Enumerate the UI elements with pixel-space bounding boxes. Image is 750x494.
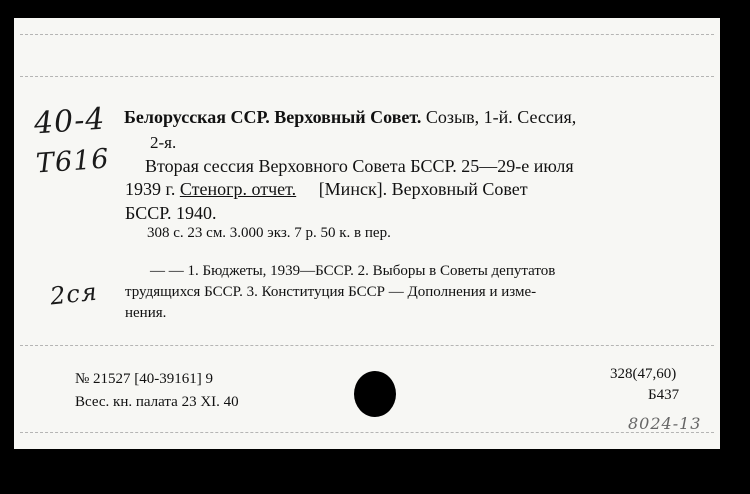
subjects-line-1: — — 1. Бюджеты, 1939—БССР. 2. Выборы в Советы депутатов — [150, 263, 556, 279]
punch-hole — [354, 371, 396, 417]
transcript-label: Стеногр. отчет. — [179, 179, 297, 199]
subjects-line-3: нения. — [125, 305, 167, 321]
session-number: 2-я. — [150, 133, 177, 152]
corner-stamp: 8024-13 — [628, 414, 702, 433]
book-chamber: Всес. кн. палата 23 XI. 40 — [75, 394, 239, 410]
classification: 328(47,60) — [610, 366, 677, 382]
dashed-rule — [20, 345, 714, 346]
title-line-3: БССР. 1940. — [125, 203, 217, 223]
dashed-rule — [20, 34, 714, 35]
author-session: Созыв, 1-й. Сессия, — [425, 107, 577, 127]
shelf-mark-bottom: T616 — [35, 143, 111, 180]
registration-number: № 21527 [40-39161] 9 — [75, 371, 214, 387]
title-line-2: 1939 г. Стеногр. отчет. [Минск]. Верховный Совет — [125, 179, 528, 199]
subjects-line-2: трудящихся БССР. 3. Конституция БССР — Дополнения и изме- — [125, 284, 537, 300]
dashed-rule — [20, 76, 714, 77]
corporate-author: Белорусская ССР. Верховный Совет. — [124, 107, 422, 127]
margin-note: 2ся — [48, 277, 99, 311]
dashed-rule — [20, 432, 714, 433]
physical-description: 308 с. 23 см. 3.000 экз. 7 р. 50 к. в пер. — [147, 225, 391, 241]
title-line-1: Вторая сессия Верховного Совета БССР. 25—29-е июля — [145, 156, 574, 176]
heading-line — [124, 107, 576, 128]
author-code: Б437 — [648, 387, 680, 403]
shelf-mark-top: 40-4 — [32, 101, 107, 142]
